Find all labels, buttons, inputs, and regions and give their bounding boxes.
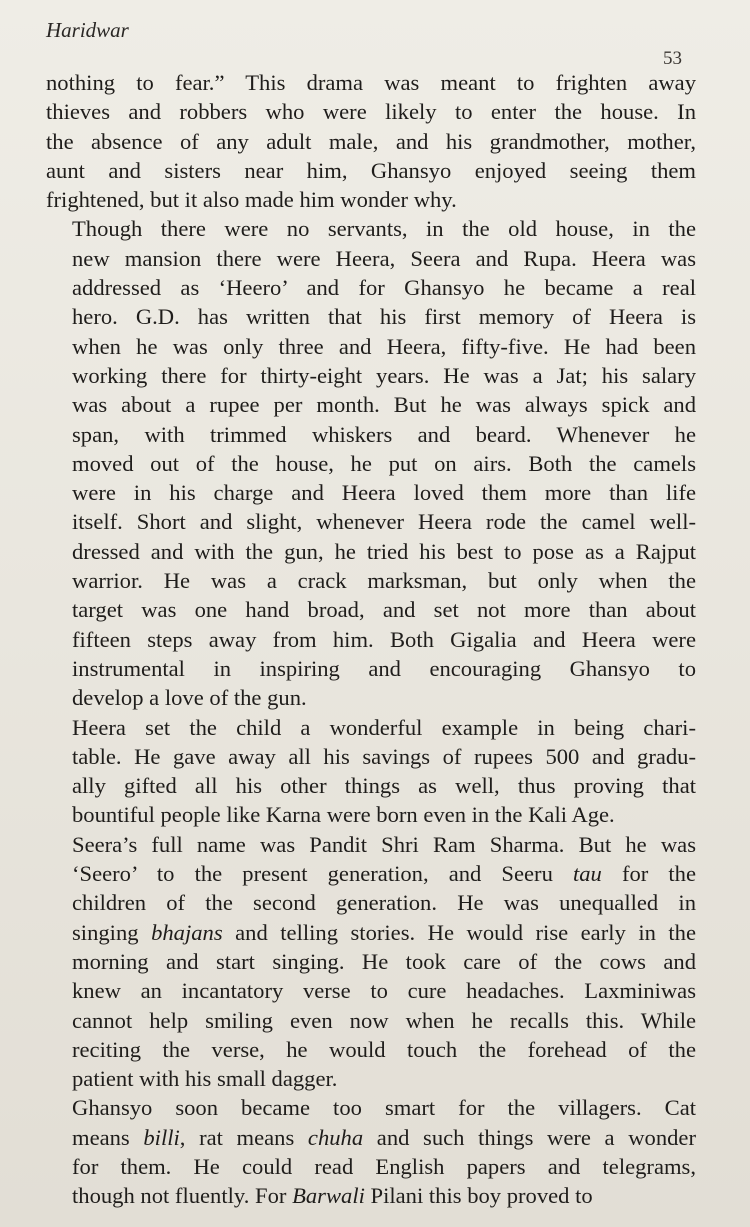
text-line	[46, 273, 696, 302]
text-line	[46, 566, 696, 595]
text-run: dressed and with the gun, he tried his best to pose as a Rajput	[72, 538, 696, 564]
text-run: was about a rupee per month. But he was always spick and	[72, 392, 696, 418]
text-run: Pilani this boy proved to	[364, 1183, 593, 1209]
text-run: for them. He could read English papers and telegrams,	[72, 1153, 696, 1179]
text-line	[46, 683, 696, 712]
text-line	[46, 478, 696, 507]
text-line	[46, 859, 696, 888]
text-run: Heera set the child a wonderful example in being chari-	[72, 714, 696, 740]
text-line	[46, 1006, 696, 1035]
text-run: span, with trimmed whiskers and beard. Whenever he	[72, 421, 696, 447]
text-line	[46, 449, 696, 478]
text-line	[46, 332, 696, 361]
text-run: addressed as ‘Heero’ and for Ghansyo he became a real	[72, 275, 696, 301]
paragraph	[46, 713, 696, 830]
text-line	[46, 390, 696, 419]
paragraph	[46, 214, 696, 712]
text-run: hero. G.D. has written that his first memory of Heera is	[72, 304, 696, 330]
text-run: morning and start singing. He took care of the cows and	[72, 948, 696, 974]
text-run: cannot help smiling even now when he recalls this. While	[72, 1007, 696, 1033]
text-run: target was one hand broad, and set not more than about	[72, 597, 696, 623]
text-line	[46, 156, 696, 185]
text-run: knew an incantatory verse to cure headaches. Laxminiwas	[72, 978, 696, 1004]
text-run: new mansion there were Heera, Seera and Rupa. Heera was	[72, 245, 696, 271]
text-run: Seera’s full name was Pandit Shri Ram Sharma. But he was	[72, 831, 696, 857]
text-run: when he was only three and Heera, fifty-five. He had been	[72, 333, 696, 359]
italic-term: chuha	[307, 1124, 364, 1150]
text-line	[46, 244, 696, 273]
text-run: Ghansyo soon became too smart for the villagers. Cat	[72, 1095, 696, 1121]
text-run: warrior. He was a crack marksman, but only when the	[72, 568, 696, 594]
running-head: Haridwar	[46, 18, 129, 42]
text-line	[46, 654, 696, 683]
text-run: working there for thirty-eight years. He was a Jat; his salary	[72, 362, 696, 388]
text-run: table. He gave away all his savings of rupees 500 and gradu-	[72, 743, 696, 769]
text-line	[46, 800, 696, 829]
text-run: the absence of any adult male, and his grandmother, mother,	[46, 128, 696, 154]
text-line	[46, 1152, 696, 1181]
page-number: 53	[663, 48, 682, 69]
text-run: develop a love of the gun.	[72, 685, 307, 711]
text-line	[46, 713, 696, 742]
text-line	[46, 507, 696, 536]
text-line	[46, 976, 696, 1005]
text-line	[46, 185, 696, 214]
text-run: for the	[601, 861, 696, 887]
text-run: reciting the verse, he would touch the forehead of the	[72, 1036, 696, 1062]
text-run: , rat means	[179, 1124, 308, 1150]
text-line	[46, 1181, 696, 1210]
text-run: and such things were a wonder	[363, 1124, 696, 1150]
text-run: means	[72, 1124, 144, 1150]
text-line	[46, 947, 696, 976]
text-run: nothing to fear.” This drama was meant to frighten away	[46, 70, 696, 95]
paragraph	[46, 1093, 696, 1210]
text-line	[46, 830, 696, 859]
text-run: patient with his small dagger.	[72, 1066, 338, 1092]
text-line	[46, 625, 696, 654]
text-run: aunt and sisters near him, Ghansyo enjoyed seeing them	[46, 157, 696, 183]
text-run: singing	[72, 919, 152, 945]
text-line	[46, 918, 696, 947]
italic-term: billi	[143, 1124, 180, 1150]
text-line	[46, 1093, 696, 1122]
text-run: moved out of the house, he put on airs. Both the camels	[72, 450, 696, 476]
text-run: thieves and robbers who were likely to enter the house. In	[46, 99, 696, 125]
text-run: itself. Short and slight, whenever Heera rode the camel well-	[72, 509, 696, 535]
text-line	[46, 127, 696, 156]
text-line	[46, 68, 696, 97]
text-line	[46, 595, 696, 624]
italic-term: bhajans	[151, 919, 223, 945]
paragraph	[46, 68, 696, 214]
text-line	[46, 742, 696, 771]
text-run: were in his charge and Heera loved them more than life	[72, 480, 696, 506]
paragraph	[46, 830, 696, 1094]
text-run: instrumental in inspiring and encouraging Ghansyo to	[72, 655, 696, 681]
text-run: though not fluently. For	[72, 1183, 293, 1209]
text-line	[46, 771, 696, 800]
text-line	[46, 1035, 696, 1064]
text-run: and telling stories. He would rise early in the	[222, 919, 697, 945]
text-run: children of the second generation. He was unequalled in	[72, 890, 696, 916]
text-line	[46, 302, 696, 331]
text-line	[46, 97, 696, 126]
text-line	[46, 420, 696, 449]
text-run: fifteen steps away from him. Both Gigalia and Heera were	[72, 626, 696, 652]
text-run: ally gifted all his other things as well, thus proving that	[72, 773, 696, 799]
body-text	[46, 68, 696, 1211]
text-line	[46, 537, 696, 566]
text-run: ‘Seero’ to the present generation, and Seeru	[72, 861, 573, 887]
text-line	[46, 1064, 696, 1093]
text-run: frightened, but it also made him wonder why.	[46, 187, 457, 213]
text-line	[46, 1123, 696, 1152]
italic-term: Barwali	[292, 1183, 365, 1209]
text-run: Though there were no servants, in the old house, in the	[72, 216, 696, 242]
text-line	[46, 888, 696, 917]
text-run: bountiful people like Karna were born even in the Kali Age.	[72, 802, 615, 828]
text-line	[46, 214, 696, 243]
italic-term: tau	[572, 861, 602, 887]
text-line	[46, 361, 696, 390]
